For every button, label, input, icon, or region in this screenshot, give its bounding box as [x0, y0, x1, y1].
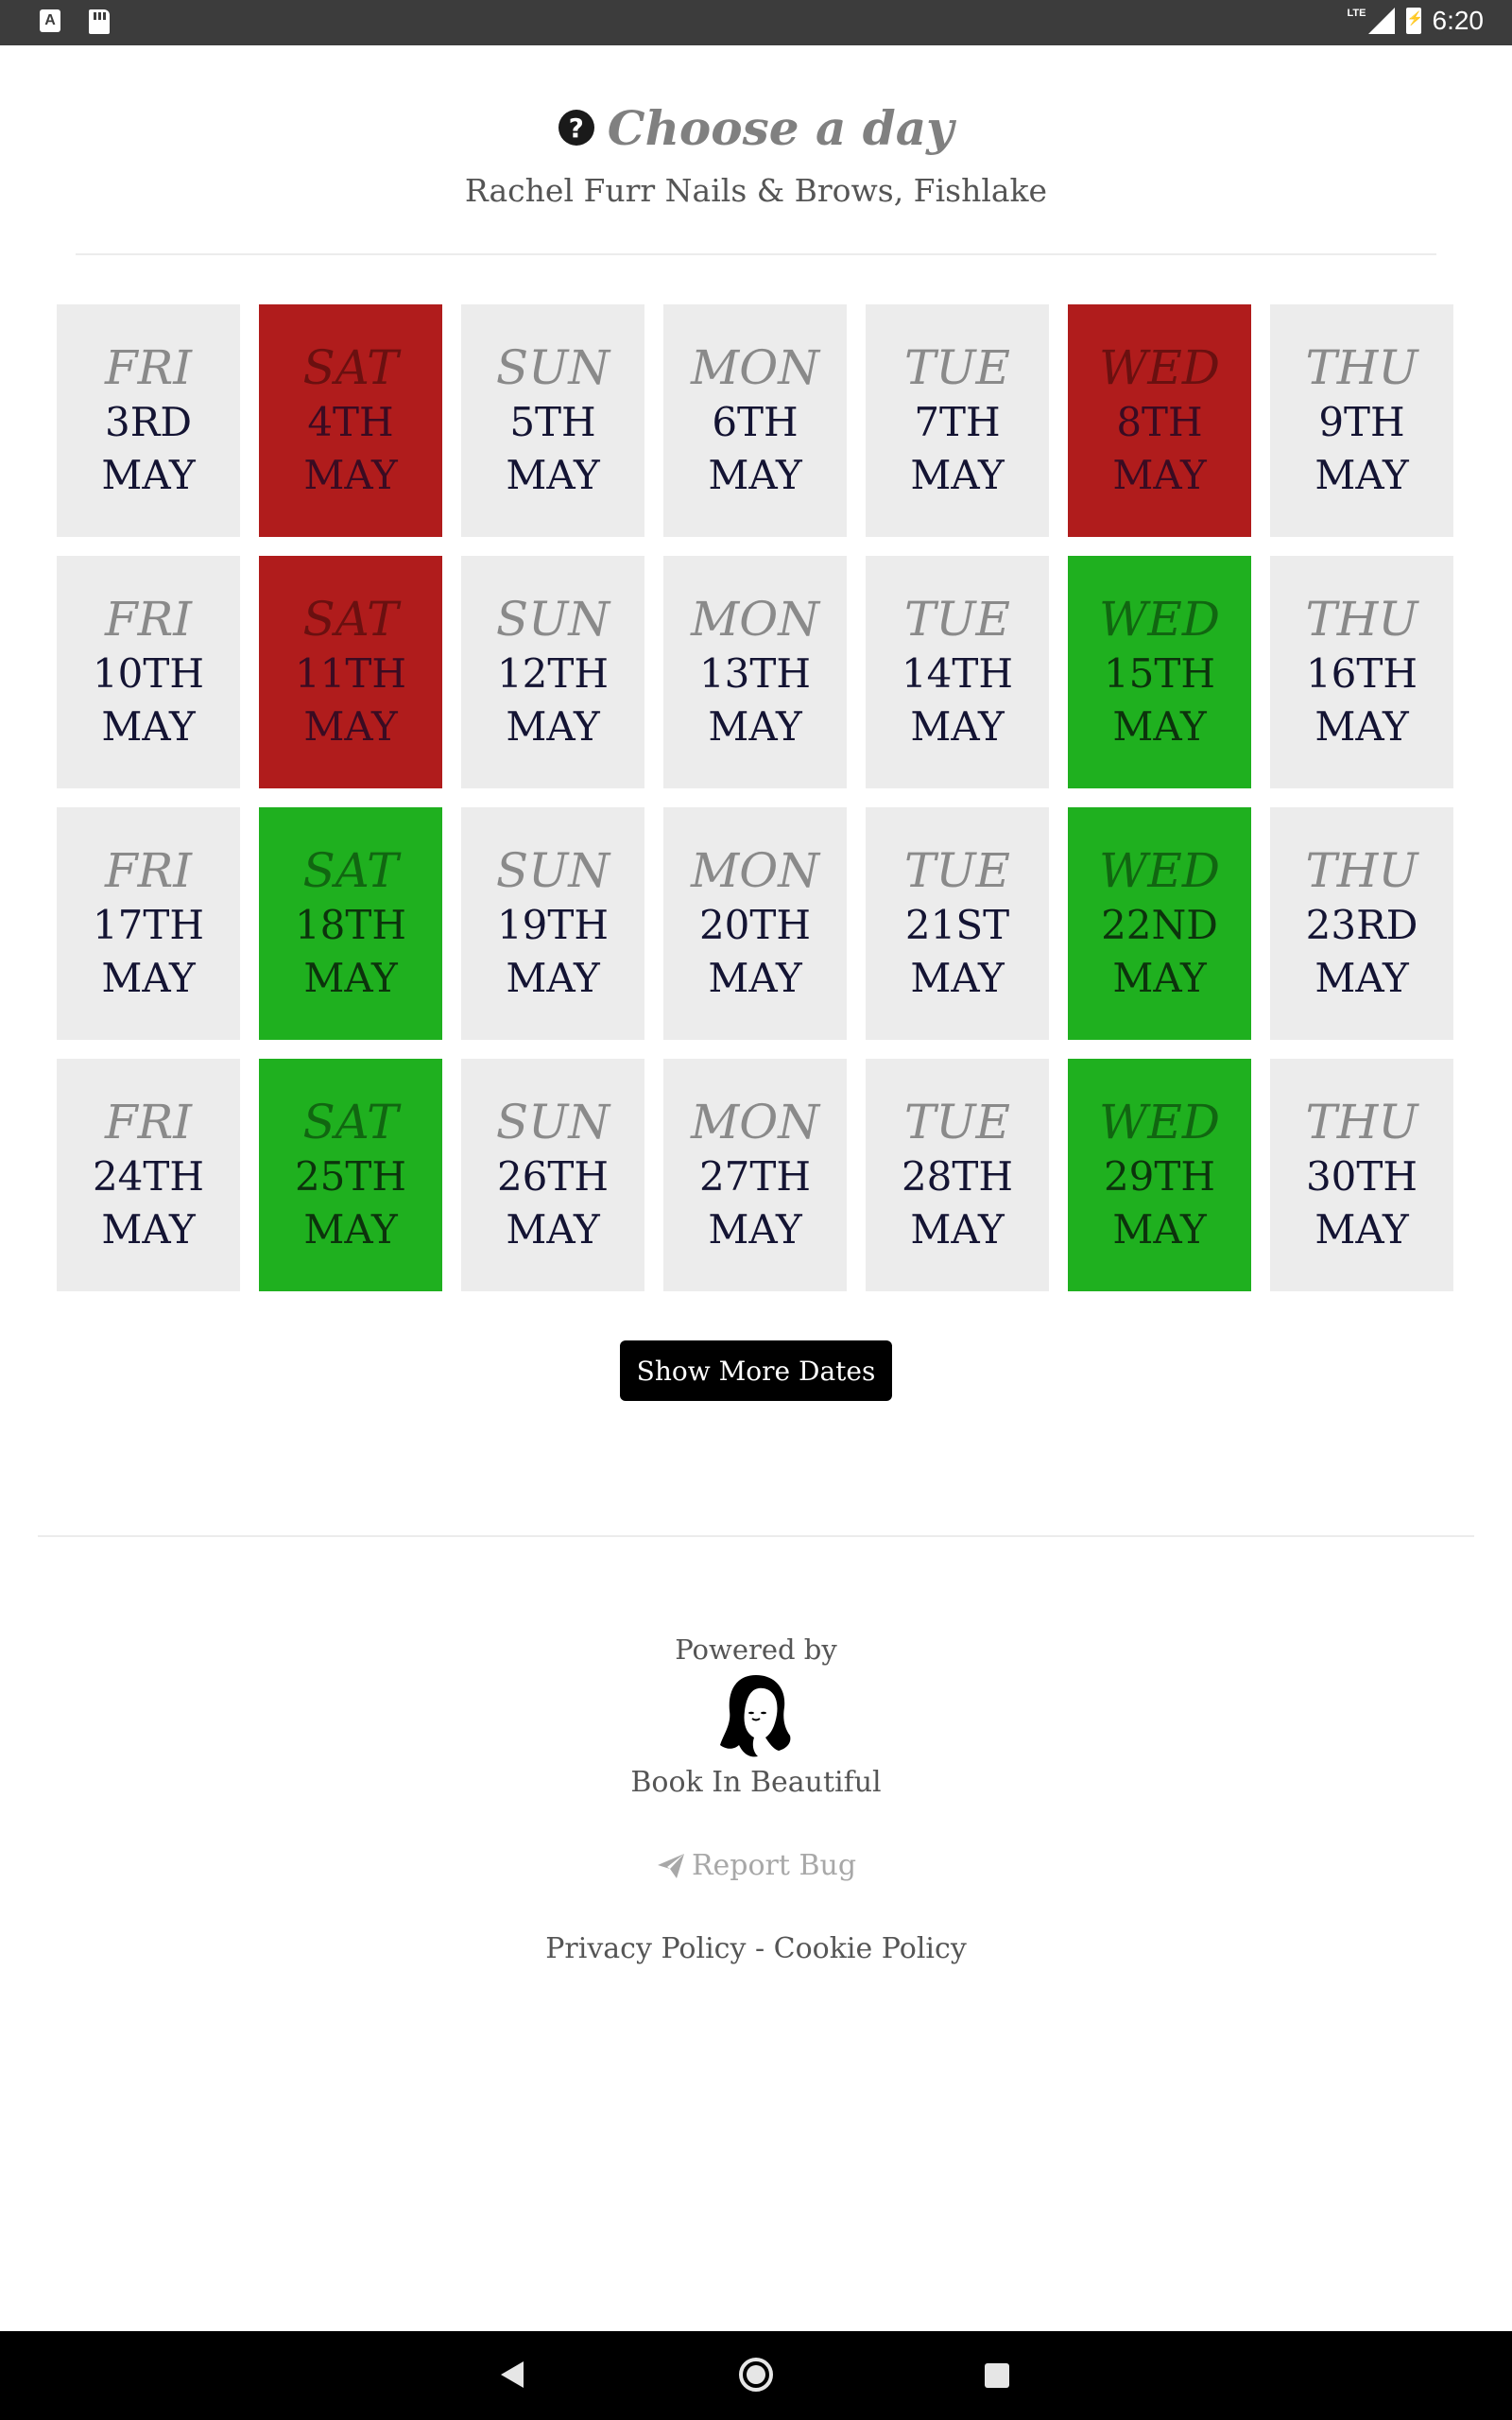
day-date: 18TH	[294, 902, 407, 948]
divider	[76, 253, 1436, 255]
navigation-bar	[0, 2331, 1512, 2420]
policy-links	[0, 1932, 1512, 1965]
day-dow: MON	[691, 340, 819, 395]
day-date: 16TH	[1305, 650, 1418, 697]
day-month: MAY	[1314, 1206, 1409, 1253]
day-dow: SAT	[302, 843, 399, 898]
day-date: 14TH	[901, 650, 1014, 697]
day-month: MAY	[708, 452, 802, 498]
day-dow: THU	[1305, 592, 1418, 647]
day-date: 27TH	[698, 1153, 812, 1200]
day-grid	[57, 304, 1455, 1291]
day-month: MAY	[1112, 955, 1207, 1001]
day-date: 6TH	[712, 399, 799, 445]
day-cell[interactable]	[663, 807, 847, 1040]
day-cell[interactable]	[57, 1059, 240, 1291]
day-month: MAY	[708, 955, 802, 1001]
day-month: MAY	[101, 452, 196, 498]
day-cell[interactable]	[57, 556, 240, 788]
day-month: MAY	[506, 452, 600, 498]
paper-plane-icon	[656, 1852, 686, 1880]
day-date: 28TH	[901, 1153, 1014, 1200]
title-row	[0, 95, 1512, 161]
question-circle-icon: ?	[558, 110, 594, 146]
powered-by-label: Powered by	[675, 1634, 837, 1666]
day-date: 4TH	[307, 399, 394, 445]
day-date: 13TH	[698, 650, 812, 697]
day-cell[interactable]	[866, 807, 1049, 1040]
recents-icon[interactable]	[985, 2363, 1009, 2388]
day-cell[interactable]	[461, 304, 644, 537]
day-month: MAY	[910, 452, 1005, 498]
report-bug-label: Report Bug	[691, 1849, 857, 1882]
day-dow: MON	[691, 1095, 819, 1150]
day-cell[interactable]	[866, 304, 1049, 537]
day-date: 24TH	[92, 1153, 205, 1200]
day-month: MAY	[506, 703, 600, 750]
day-month: MAY	[101, 703, 196, 750]
day-cell[interactable]	[1270, 1059, 1453, 1291]
battery-icon	[1406, 8, 1421, 34]
home-icon[interactable]	[739, 2358, 773, 2392]
policy-separator: -	[754, 1932, 765, 1965]
day-cell[interactable]	[259, 556, 442, 788]
day-cell[interactable]	[1270, 556, 1453, 788]
day-date: 29TH	[1103, 1153, 1216, 1200]
day-date: 25TH	[294, 1153, 407, 1200]
day-month: MAY	[303, 1206, 398, 1253]
day-dow: THU	[1305, 843, 1418, 898]
day-cell[interactable]	[259, 304, 442, 537]
day-month: MAY	[910, 1206, 1005, 1253]
day-dow: SAT	[302, 1095, 399, 1150]
day-date: 5TH	[509, 399, 596, 445]
day-date: 7TH	[914, 399, 1001, 445]
page-title: Choose a day	[607, 99, 954, 156]
brand-name[interactable]: Book In Beautiful	[630, 1766, 882, 1799]
back-icon[interactable]	[501, 2361, 524, 2388]
day-date: 30TH	[1305, 1153, 1418, 1200]
day-date: 20TH	[698, 902, 812, 948]
day-month: MAY	[910, 703, 1005, 750]
day-dow: THU	[1305, 1095, 1418, 1150]
day-cell[interactable]	[461, 1059, 644, 1291]
day-cell[interactable]	[1068, 1059, 1251, 1291]
day-month: MAY	[1314, 955, 1409, 1001]
day-cell[interactable]	[57, 807, 240, 1040]
cookie-policy-link[interactable]: Cookie Policy	[773, 1932, 967, 1965]
day-cell[interactable]	[663, 556, 847, 788]
day-dow: TUE	[904, 592, 1010, 647]
day-month: MAY	[910, 955, 1005, 1001]
day-month: MAY	[708, 1206, 802, 1253]
day-date: 17TH	[92, 902, 205, 948]
clock: 6:20	[1432, 6, 1484, 35]
day-dow: FRI	[104, 592, 193, 647]
day-date: 22ND	[1101, 902, 1218, 948]
day-month: MAY	[303, 955, 398, 1001]
day-date: 3RD	[104, 399, 193, 445]
day-month: MAY	[708, 703, 802, 750]
day-date: 8TH	[1116, 399, 1203, 445]
day-dow: FRI	[104, 340, 193, 395]
day-month: MAY	[1112, 452, 1207, 498]
day-cell[interactable]	[461, 556, 644, 788]
day-cell[interactable]	[461, 807, 644, 1040]
day-dow: SUN	[495, 843, 610, 898]
day-date: 26TH	[496, 1153, 610, 1200]
day-month: MAY	[303, 703, 398, 750]
day-dow: WED	[1099, 1095, 1220, 1150]
day-dow: SAT	[302, 592, 399, 647]
network-type: LTE	[1347, 8, 1366, 19]
day-month: MAY	[1112, 703, 1207, 750]
day-dow: THU	[1305, 340, 1418, 395]
day-dow: TUE	[904, 1095, 1010, 1150]
day-dow: MON	[691, 592, 819, 647]
day-date: 11TH	[294, 650, 407, 697]
day-dow: TUE	[904, 340, 1010, 395]
day-month: MAY	[1314, 452, 1409, 498]
day-month: MAY	[1112, 1206, 1207, 1253]
day-dow: SUN	[495, 592, 610, 647]
day-date: 15TH	[1103, 650, 1216, 697]
status-bar	[0, 0, 1512, 45]
day-month: MAY	[506, 1206, 600, 1253]
day-cell[interactable]	[259, 1059, 442, 1291]
day-date: 9TH	[1318, 399, 1405, 445]
day-month: MAY	[101, 955, 196, 1001]
day-cell[interactable]	[663, 304, 847, 537]
day-dow: FRI	[104, 1095, 193, 1150]
day-date: 19TH	[496, 902, 610, 948]
day-date: 21ST	[904, 902, 1010, 948]
day-dow: FRI	[104, 843, 193, 898]
day-dow: MON	[691, 843, 819, 898]
day-dow: SUN	[495, 1095, 610, 1150]
day-cell[interactable]	[663, 1059, 847, 1291]
day-dow: TUE	[904, 843, 1010, 898]
signal-icon	[1368, 8, 1395, 34]
day-cell[interactable]	[259, 807, 442, 1040]
keyboard-a-icon: A	[40, 9, 60, 32]
sd-card-icon	[89, 9, 110, 34]
woman-silhouette-logo-icon	[714, 1669, 798, 1760]
day-cell[interactable]	[866, 1059, 1049, 1291]
day-cell[interactable]	[866, 556, 1049, 788]
day-date: 23RD	[1305, 902, 1418, 948]
day-dow: SUN	[495, 340, 610, 395]
day-dow: WED	[1099, 592, 1220, 647]
day-cell[interactable]	[1068, 807, 1251, 1040]
day-month: MAY	[506, 955, 600, 1001]
salon-name: Rachel Furr Nails & Brows, Fishlake	[464, 172, 1048, 209]
day-dow: WED	[1099, 340, 1220, 395]
day-cell[interactable]	[57, 304, 240, 537]
day-month: MAY	[1314, 703, 1409, 750]
day-cell[interactable]	[1068, 304, 1251, 537]
day-dow: SAT	[302, 340, 399, 395]
day-date: 10TH	[92, 650, 205, 697]
day-date: 12TH	[496, 650, 610, 697]
divider	[38, 1535, 1474, 1537]
day-month: MAY	[303, 452, 398, 498]
day-dow: WED	[1099, 843, 1220, 898]
day-cell[interactable]	[1270, 807, 1453, 1040]
privacy-policy-link[interactable]: Privacy Policy	[545, 1932, 747, 1965]
report-bug-link[interactable]	[0, 1849, 1512, 1882]
day-cell[interactable]	[1068, 556, 1251, 788]
show-more-dates-button[interactable]: Show More Dates	[620, 1340, 892, 1401]
day-cell[interactable]	[1270, 304, 1453, 537]
day-month: MAY	[101, 1206, 196, 1253]
